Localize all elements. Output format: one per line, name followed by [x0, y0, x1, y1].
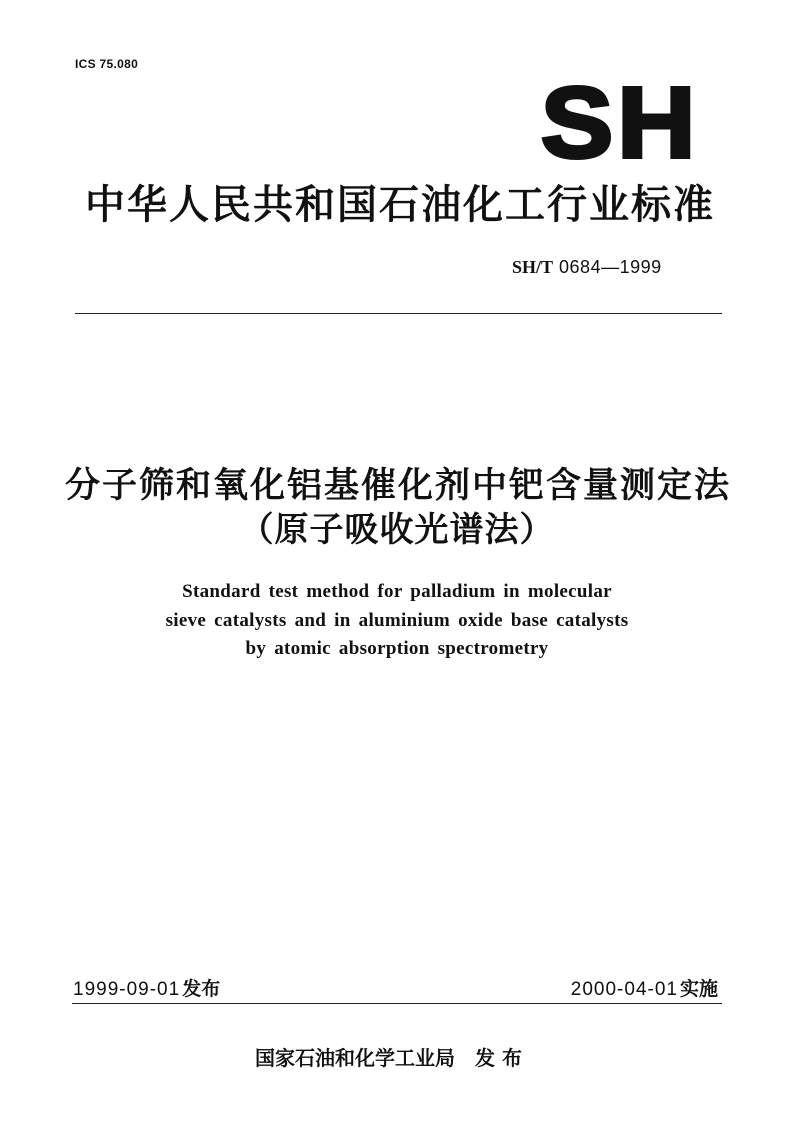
release-date-value: 1999-09-01 [73, 979, 181, 1000]
implement-date-value: 2000-04-01 [570, 979, 678, 1000]
document-title-en-line-1: Standard test method for palladium in molecular [182, 581, 612, 602]
release-date-label: 发布 [182, 978, 221, 1000]
document-title-zh: 分子筛和氧化铝基催化剂中钯含量测定法 [65, 466, 732, 506]
implement-date [571, 980, 718, 999]
header-divider [75, 313, 722, 314]
publisher-action: 发 布 [475, 1046, 522, 1070]
implement-date-label: 实施 [679, 978, 718, 1000]
publisher-name: 国家石油和化学工业局 [255, 1046, 455, 1070]
standard-code-number: 0684—1999 [559, 257, 662, 277]
standard-code-prefix: SH/T [512, 257, 554, 277]
publisher [255, 1048, 522, 1068]
document-title-en-line-3: by atomic absorption spectrometry [245, 638, 549, 659]
ics-code: ICS 75.080 [75, 57, 139, 71]
footer-divider [72, 1003, 722, 1004]
release-date [73, 980, 220, 999]
document-title-en-line-2: sieve catalysts and in aluminium oxide base catalysts [165, 610, 629, 631]
document-method-zh: （原子吸收光谱法） [239, 510, 555, 550]
sh-logo: SH [541, 67, 700, 179]
standard-code [512, 258, 662, 277]
authority-title: 中华人民共和国石油化工行业标准 [85, 182, 715, 228]
